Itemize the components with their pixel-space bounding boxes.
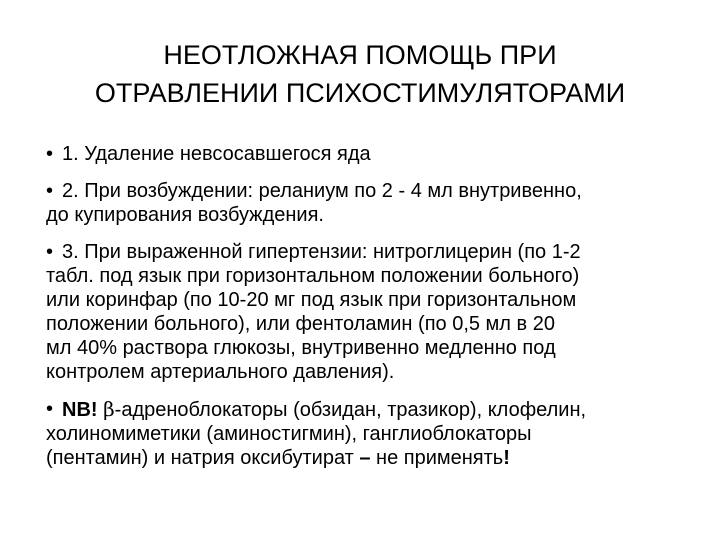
list-item (46, 240, 694, 384)
beta-symbol: β (103, 397, 115, 421)
list-item-line: положении больного), или фентоламин (по 0,5 мл в 20 (46, 313, 555, 335)
bullet-icon: • (46, 180, 54, 202)
nb-label: NB! (62, 399, 98, 421)
list-item-line: холиномиметики (аминостигмин), ганглиоблокаторы (46, 423, 532, 445)
list-item-line: мл 40% раствора глюкозы, внутривенно медленно под (46, 337, 556, 359)
bullet-icon: • (46, 241, 54, 263)
list-item-text: -адреноблокаторы (обзидан, тразикор), клофелин, (114, 399, 587, 421)
slide-title (36, 36, 684, 112)
list-item-line: 2. При возбуждении: реланиум по 2 - 4 мл внутривенно, (62, 180, 582, 202)
list-item-line: или коринфар (по 10-20 мг под язык при горизонтальном (46, 289, 577, 311)
list-item-line: 1. Удаление невсосавшегося яда (62, 143, 371, 165)
list-item (46, 142, 694, 166)
bullet-icon: • (46, 143, 54, 165)
list-item (46, 397, 694, 470)
exclamation-mark: ! (503, 447, 510, 469)
list-item (46, 179, 694, 227)
list-item-line: контролем артериального давления). (46, 361, 395, 383)
list-item-line: до купирования возбуждения. (46, 204, 324, 226)
bullet-list (46, 142, 694, 483)
list-item-line (46, 446, 694, 470)
dash-symbol: – (359, 447, 371, 469)
bullet-icon: • (46, 398, 54, 420)
list-item-line: табл. под язык при горизонтальном положении больного) (46, 265, 580, 287)
list-item-line: 3. При выраженной гипертензии: нитроглицерин (по 1-2 (62, 241, 581, 263)
slide-title-line-2: ОТРАВЛЕНИИ ПСИХОСТИМУЛЯТОРАМИ (94, 78, 626, 108)
list-item-text: не применять (370, 447, 504, 469)
list-item-line (62, 397, 694, 422)
list-item-text: (пентамин) и натрия оксибутират (46, 447, 360, 469)
slide-title-line-1: НЕОТЛОЖНАЯ ПОМОЩЬ ПРИ (163, 40, 557, 70)
